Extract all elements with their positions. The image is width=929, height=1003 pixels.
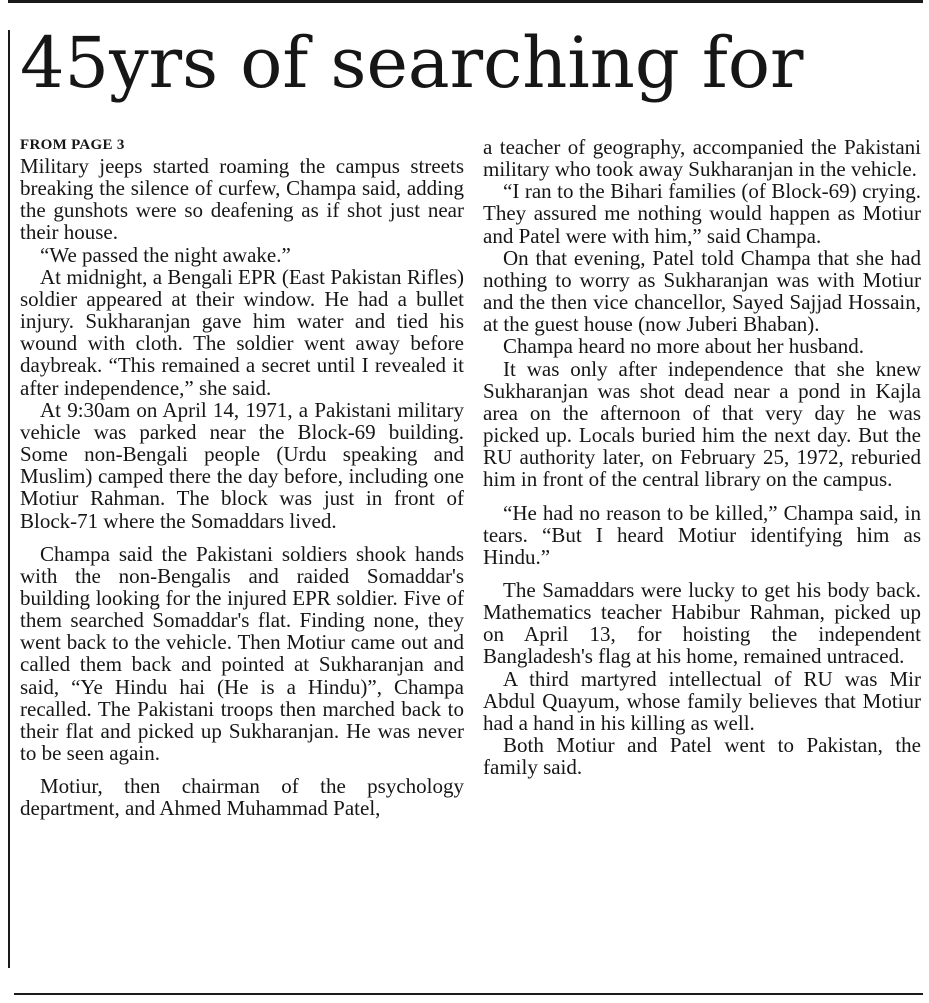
paragraph: At midnight, a Bengali EPR (East Pakistan Rifles) soldier appeared at their window. He had a bullet injury. Sukharanjan gave him water and tied his wound with cloth. The soldier went away before daybreak. “This remained a secret until I revealed it after independence,” she said. [20, 264, 464, 400]
paragraph: “He had no reason to be killed,” Champa said, in tears. “But I heard Motiur identifying him as Hindu.” [483, 500, 921, 569]
bottom-rule [14, 993, 923, 995]
left-column-rule [8, 30, 10, 968]
headline: 45yrs of searching for [20, 22, 804, 104]
paragraph: The Samaddars were lucky to get his body back. Mathematics teacher Habibur Rahman, picked up on April 13, for hoisting the independent Bangladesh's flag at his home, remained untraced. [483, 577, 921, 669]
paragraph: “We passed the night awake.” [40, 242, 291, 267]
paragraph: Champa said the Pakistani soldiers shook hands with the non-Bengalis and raided Somaddar's building looking for the injured EPR soldier. Five of them searched Somaddar's flat. Finding none, they went back to the vehicle. Then Motiur came out and called them back and pointed at Sukharanjan and said, “Ye Hindu hai (He is a Hindu)”, Champa recalled. The Pakistani troops then marched back to their flat and picked up Sukharanjan. He was never to be seen again. [20, 541, 464, 766]
paragraph: a teacher of geography, accompanied the Pakistani military who took away Sukharanjan in the vehicle. [483, 135, 921, 182]
paragraph: “I ran to the Bihari families (of Block-69) crying. They assured me nothing would happen as Motiur and Patel were with him,” said Champa. [483, 179, 921, 248]
top-rule [8, 0, 923, 3]
article-column-right [483, 136, 921, 778]
article-column-left [20, 136, 464, 820]
paragraph: It was only after independence that she knew Sukharanjan was shot dead near a pond in Kajla area on the afternoon of that very day he was picked up. Locals buried him the next day. But the RU authority later, on February 25, 1972, reburied him in front of the central library on the campus. [483, 356, 921, 492]
paragraph: On that evening, Patel told Champa that she had nothing to worry as Sukharanjan was with Motiur and the then vice chancellor, Sayed Sajjad Hossain, at the guest house (now Juberi Bhaban). [483, 245, 921, 337]
paragraph: A third martyred intellectual of RU was Mir Abdul Quayum, whose family believes that Motiur had a hand in his killing as well. [483, 666, 921, 735]
paragraph: Both Motiur and Patel went to Pakistan, the family said. [483, 733, 921, 780]
paragraph: Motiur, then chairman of the psychology department, and Ahmed Muhammad Patel, [20, 774, 464, 821]
continuation-kicker: FROM PAGE 3 [20, 137, 125, 153]
paragraph: Champa heard no more about her husband. [503, 334, 864, 359]
paragraph: Military jeeps started roaming the campus streets breaking the silence of curfew, Champa said, adding the gunshots were so deafening as if shot just near their house. [20, 154, 464, 245]
paragraph: At 9:30am on April 14, 1971, a Pakistani military vehicle was parked near the Block-69 building. Some non-Bengali people (Urdu speaking and Muslim) camped there the day before, including one Motiur Rahman. The block was just in front of Block-71 where the Somaddars lived. [20, 397, 464, 533]
